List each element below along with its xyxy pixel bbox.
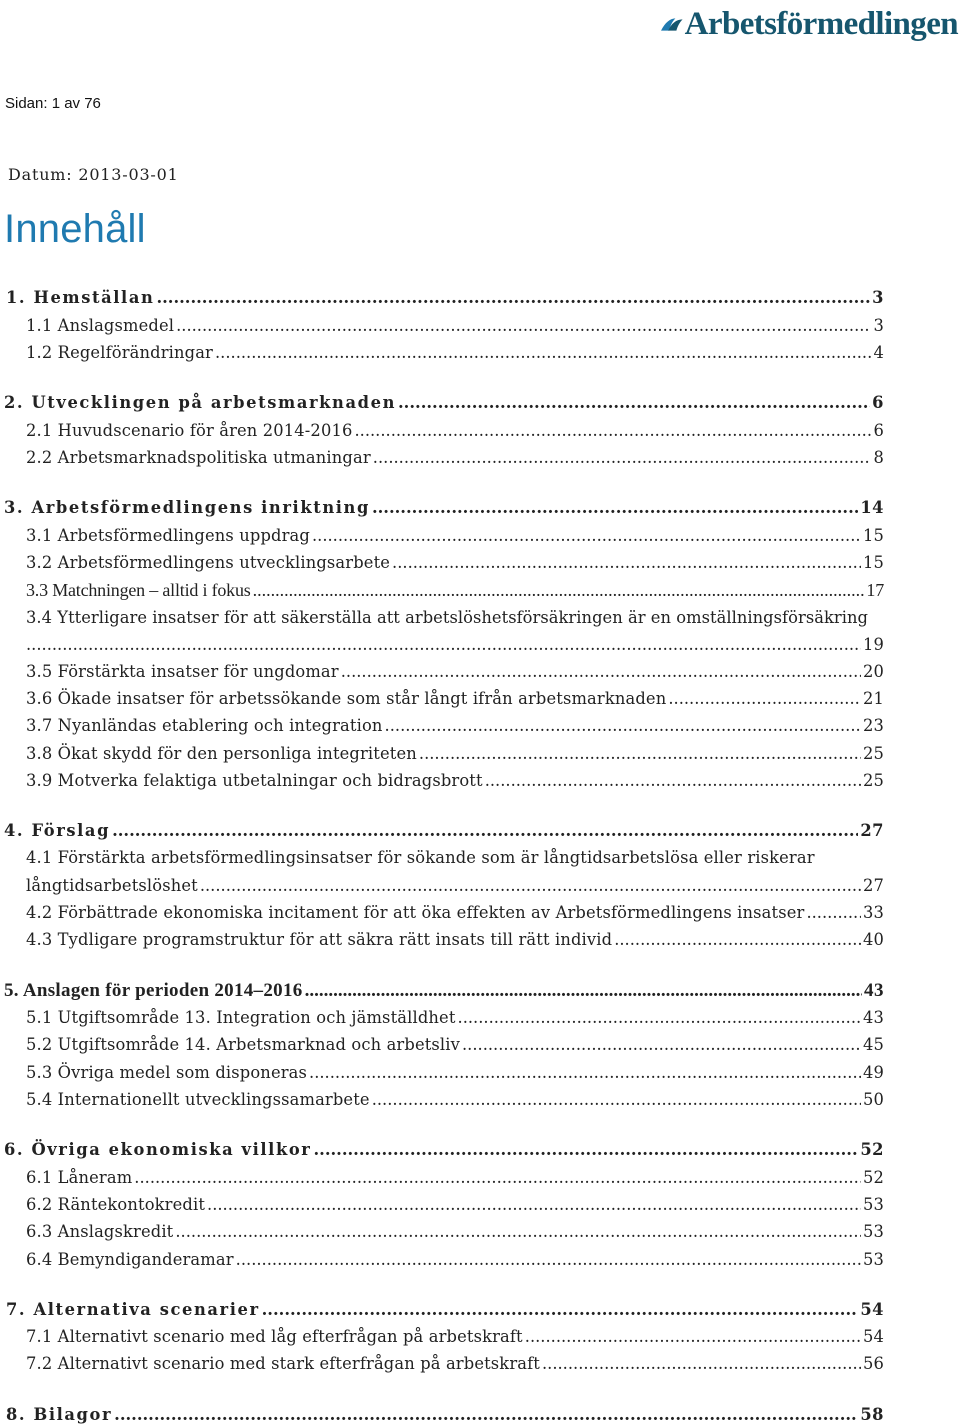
toc-entry-3-9[interactable]: 3.9 Motverka felaktiga utbetalningar och bidragsbrott ..... 25: [26, 771, 884, 790]
toc-entry-3-8[interactable]: 3.8 Ökat skydd för den personliga integriteten ..... 25: [26, 744, 884, 763]
toc-entry-7-2[interactable]: 7.2 Alternativt scenario med stark efterfrågan på arbetskraft ..... 56: [26, 1354, 884, 1373]
toc-entry-3-4[interactable]: 3.4 Ytterligare insatser för att säkerställa att arbetslöshetsförsäkringen är en omställningsförsäkring: [26, 608, 868, 627]
toc-entry-6-4[interactable]: 6.4 Bemyndiganderamar ..... 53: [26, 1250, 884, 1269]
toc-entry-3-3[interactable]: 3.3 Matchningen – alltid i fokus ..... 17: [26, 580, 884, 601]
arbetsformedlingen-logo-icon: [660, 9, 687, 39]
toc-entry-8[interactable]: 8. Bilagor ..... 58: [6, 1405, 884, 1424]
toc-entry-3-6[interactable]: 3.6 Ökade insatser för arbetssökande som står långt ifrån arbetsmarknaden ..... 21: [26, 689, 884, 708]
toc-entry-3-4-page[interactable]: ..... 19: [26, 635, 884, 654]
toc-entry-6-1[interactable]: 6.1 Låneram ..... 52: [26, 1168, 884, 1187]
toc-entry-5-4[interactable]: 5.4 Internationellt utvecklingssamarbete ..... 50: [26, 1090, 884, 1109]
toc-entry-3[interactable]: 3. Arbetsförmedlingens inriktning ..... 14: [4, 498, 884, 517]
toc-entry-3-7[interactable]: 3.7 Nyanländas etablering och integration ..... 23: [26, 716, 884, 735]
arbetsformedlingen-logo: [660, 4, 958, 44]
toc-entry-5-1[interactable]: 5.1 Utgiftsområde 13. Integration och jämställdhet ..... 43: [26, 1008, 884, 1027]
logo-wordmark: Arbetsförmedlingen: [684, 5, 958, 42]
toc-entry-4-2[interactable]: 4.2 Förbättrade ekonomiska incitament för att öka effekten av Arbetsförmedlingens insatser ..... 33: [26, 903, 884, 922]
toc-entry-7-1[interactable]: 7.1 Alternativt scenario med låg efterfrågan på arbetskraft ..... 54: [26, 1327, 884, 1346]
toc-entry-4-3[interactable]: 4.3 Tydligare programstruktur för att säkra rätt insats till rätt individ ..... 40: [26, 930, 884, 949]
toc-entry-3-1[interactable]: 3.1 Arbetsförmedlingens uppdrag ..... 15: [26, 526, 884, 545]
toc-entry-1[interactable]: 1. Hemställan ..... 3: [6, 288, 884, 307]
toc-entry-6[interactable]: 6. Övriga ekonomiska villkor ..... 52: [4, 1140, 884, 1159]
page-indicator: Sidan: 1 av 76: [5, 95, 101, 112]
toc-entry-2[interactable]: 2. Utvecklingen på arbetsmarknaden ..... 6: [4, 393, 884, 412]
page-title: Innehåll: [4, 207, 146, 251]
toc-entry-6-3[interactable]: 6.3 Anslagskredit ..... 53: [26, 1222, 884, 1241]
toc-entry-5[interactable]: 5. Anslagen för perioden 2014–2016 ..... 43: [4, 980, 884, 1002]
toc-entry-6-2[interactable]: 6.2 Räntekontokredit ..... 53: [26, 1195, 884, 1214]
toc-entry-2-2[interactable]: 2.2 Arbetsmarknadspolitiska utmaningar ..... 8: [26, 448, 884, 467]
toc-entry-2-1[interactable]: 2.1 Huvudscenario för åren 2014-2016 ..... 6: [26, 421, 884, 440]
document-date: Datum: 2013-03-01: [8, 165, 179, 184]
toc-entry-3-2[interactable]: 3.2 Arbetsförmedlingens utvecklingsarbete ..... 15: [26, 553, 884, 572]
toc-entry-5-2[interactable]: 5.2 Utgiftsområde 14. Arbetsmarknad och arbetsliv ..... 45: [26, 1035, 884, 1054]
toc-entry-4-1-cont[interactable]: långtidsarbetslöshet ..... 27: [26, 876, 884, 895]
toc-entry-7[interactable]: 7. Alternativa scenarier ..... 54: [6, 1300, 884, 1319]
toc-entry-4[interactable]: 4. Förslag ..... 27: [4, 821, 884, 840]
toc-entry-5-3[interactable]: 5.3 Övriga medel som disponeras ..... 49: [26, 1063, 884, 1082]
toc-entry-1-2[interactable]: 1.2 Regelförändringar ..... 4: [26, 343, 884, 362]
toc-entry-3-5[interactable]: 3.5 Förstärkta insatser för ungdomar ..... 20: [26, 662, 884, 681]
toc-entry-4-1[interactable]: 4.1 Förstärkta arbetsförmedlingsinsatser för sökande som är långtidsarbetslösa eller riskerar: [26, 848, 815, 867]
toc-entry-1-1[interactable]: 1.1 Anslagsmedel ..... 3: [26, 316, 884, 335]
